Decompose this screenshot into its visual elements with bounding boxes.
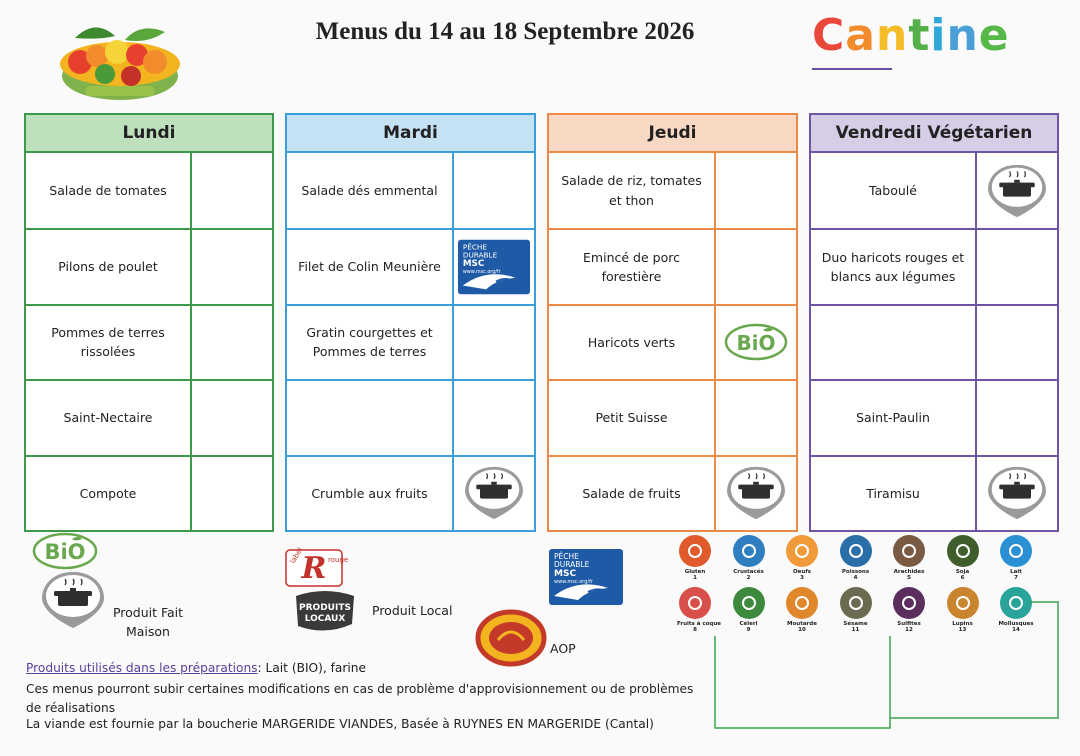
allergen-name: Fruits à coque	[677, 621, 721, 627]
menu-item: Compote	[79, 485, 137, 501]
allergen-number: 11	[851, 627, 860, 634]
label-cell	[452, 381, 534, 454]
msc-icon	[457, 237, 531, 297]
allergen-name: Poissons	[841, 569, 870, 575]
allergen-number: 6	[960, 575, 965, 582]
day-column-jeudi	[547, 113, 798, 532]
brand-letter: n	[876, 10, 909, 61]
allergen-soja	[945, 535, 981, 581]
menu-row	[26, 228, 272, 303]
allergen-number: 12	[905, 627, 913, 634]
allergen-name: Sulfites	[897, 621, 921, 627]
allergen-name: Mollusques	[998, 621, 1034, 627]
brand-letter: a	[845, 10, 876, 61]
allergen-icon	[679, 535, 711, 567]
label-cell	[190, 381, 272, 454]
svg-text:PRODUITS: PRODUITS	[299, 603, 351, 613]
aop-legend-label: AOP	[550, 641, 576, 656]
menu-row	[287, 228, 534, 303]
menu-row	[26, 304, 272, 379]
label-cell	[714, 381, 796, 454]
menu-row	[549, 455, 796, 530]
allergen-name: Céleri	[739, 621, 758, 627]
products-used-line	[26, 661, 366, 675]
local-legend-label: Produit Local	[372, 603, 453, 618]
svg-text:R: R	[301, 551, 327, 586]
allergen-name: Moutarde	[787, 621, 817, 627]
label-cell	[975, 230, 1057, 303]
label-cell	[714, 230, 796, 303]
menu-row	[26, 379, 272, 454]
menu-row	[287, 304, 534, 379]
allergen-name: Arachides	[893, 569, 925, 575]
meat-supplier-note: La viande est fournie par la boucherie MARGERIDE VIANDES, Basée à RUYNES EN MARGERIDE (Cantal)	[26, 717, 654, 731]
label-cell	[714, 153, 796, 228]
menu-item: Filet de Colin Meunière	[298, 259, 441, 275]
label-cell	[452, 230, 534, 303]
allergen-name: Crustacés	[733, 569, 764, 575]
menu-row	[26, 455, 272, 530]
menu-item: Tiramisu	[866, 485, 920, 501]
menu-item: Saint-Paulin	[856, 410, 930, 426]
menu-row	[549, 379, 796, 454]
allergen-icon	[893, 535, 925, 567]
fait-maison-icon	[986, 465, 1048, 521]
allergen-number: 7	[1014, 575, 1018, 582]
allergen-name: Lupins	[952, 621, 973, 627]
fait-maison-legend-label: Produit Fait Maison	[112, 605, 184, 640]
brand-letter: C	[812, 10, 846, 61]
brand-letter: i	[930, 10, 947, 61]
svg-text:label: label	[288, 546, 305, 565]
allergen-icon	[733, 535, 765, 567]
fait-maison-icon	[463, 465, 525, 521]
menu-item	[287, 381, 452, 454]
menu-row	[549, 228, 796, 303]
bio-icon	[723, 322, 789, 362]
label-cell	[190, 230, 272, 303]
menu-item: Petit Suisse	[595, 410, 668, 426]
fait-maison-icon	[725, 465, 787, 521]
allergen-icon	[1000, 535, 1032, 567]
allergen-number: 3	[800, 575, 804, 582]
label-cell	[190, 306, 272, 379]
day-column-lundi	[24, 113, 274, 532]
menu-item: Salade de riz, tomates et thon	[561, 173, 702, 208]
msc-legend-icon	[548, 548, 624, 610]
allergen-number: 13	[958, 627, 967, 634]
menu-item: Salade de tomates	[49, 183, 167, 198]
day-header: Mardi	[287, 115, 534, 153]
allergen-name: Lait	[1010, 569, 1022, 575]
fait-maison-icon	[986, 163, 1048, 219]
menu-item: Pommes de terres rissolées	[51, 325, 165, 360]
label-rouge-icon	[284, 546, 349, 592]
menu-item: Taboulé	[869, 183, 917, 198]
menu-row	[811, 455, 1057, 530]
menu-row	[26, 153, 272, 228]
svg-text:rouge: rouge	[328, 556, 349, 564]
allergen-name: Gluten	[684, 569, 706, 575]
allergen-oeufs	[784, 535, 820, 581]
menu-change-notice: Ces menus pourront subir certaines modifications en cas de problème d'approvisionnement ou de problèmes de réalisations	[26, 682, 694, 715]
menu-item	[811, 306, 975, 379]
allergen-number: 8	[693, 627, 697, 634]
label-cell	[975, 457, 1057, 530]
produits-locaux-icon	[290, 588, 360, 640]
menu-item: Salade de fruits	[582, 485, 681, 501]
menu-row	[549, 153, 796, 228]
label-cell	[452, 153, 534, 228]
menu-row	[811, 153, 1057, 228]
menu-item: Saint-Nectaire	[63, 410, 153, 426]
allergen-number: 2	[746, 575, 751, 582]
fait-maison-legend-icon	[40, 570, 106, 634]
svg-text:BiO: BiO	[44, 540, 86, 564]
allergen-connector-lines	[700, 598, 1065, 738]
allergen-lait	[998, 535, 1034, 581]
allergen-number: 4	[853, 575, 858, 582]
bio-legend-icon	[32, 532, 98, 574]
allergen-number: 9	[746, 627, 751, 634]
day-header: Lundi	[26, 115, 272, 153]
menu-item: Emincé de porc forestière	[583, 249, 680, 285]
allergen-name: Soja	[955, 569, 970, 575]
day-header: Vendredi Végétarien	[811, 115, 1057, 153]
allergen-icon	[786, 535, 818, 567]
menu-row	[811, 379, 1057, 454]
brand-letter: e	[978, 10, 1010, 61]
brand-underline	[812, 68, 892, 70]
day-header: Jeudi	[549, 115, 796, 153]
menu-row	[287, 455, 534, 530]
menu-item: Haricots verts	[587, 334, 676, 350]
menu-item: Salade dés emmental	[301, 183, 438, 198]
label-cell	[714, 457, 796, 530]
day-column-vendredi	[809, 113, 1059, 532]
menu-row	[811, 228, 1057, 303]
allergen-number: 10	[798, 627, 806, 634]
label-cell	[452, 306, 534, 379]
page-title: Menus du 14 au 18 Septembre 2026	[315, 18, 695, 45]
allergen-number: 5	[907, 575, 911, 582]
brand-letter: n	[946, 10, 979, 61]
allergen-crustacés	[731, 535, 767, 581]
allergen-icon	[947, 535, 979, 567]
day-column-mardi	[285, 113, 536, 532]
allergen-arachides	[891, 535, 927, 581]
allergen-number: 1	[693, 575, 697, 582]
brand-letter: t	[908, 10, 931, 61]
menu-item: Duo haricots rouges et blancs aux légumes	[821, 249, 965, 285]
menu-row	[287, 379, 534, 454]
menu-row	[811, 304, 1057, 379]
allergen-name: Oeufs	[793, 569, 811, 575]
allergen-number: 14	[1012, 627, 1020, 634]
label-cell	[975, 381, 1057, 454]
label-cell	[975, 306, 1057, 379]
label-cell	[190, 153, 272, 228]
products-used-value: : Lait (BIO), farine	[257, 661, 367, 675]
allergen-name: Sésame	[843, 621, 868, 627]
menu-item: Crumble aux fruits	[311, 485, 428, 501]
menu-item: Gratin courgettes et Pommes de terres	[306, 325, 433, 360]
aop-icon	[476, 610, 546, 670]
cantine-brand-logo	[812, 10, 1010, 61]
label-cell	[452, 457, 534, 530]
label-cell	[190, 457, 272, 530]
menu-row	[287, 153, 534, 228]
menu-item: Pilons de poulet	[58, 259, 158, 275]
products-used-label: Produits utilisés dans les préparations	[26, 661, 258, 675]
label-cell	[975, 153, 1057, 228]
allergen-icon	[840, 535, 872, 567]
svg-text:LOCAUX: LOCAUX	[304, 614, 346, 624]
label-cell	[714, 306, 796, 379]
allergen-poissons	[838, 535, 874, 581]
menu-row	[549, 304, 796, 379]
allergen-gluten	[677, 535, 713, 581]
